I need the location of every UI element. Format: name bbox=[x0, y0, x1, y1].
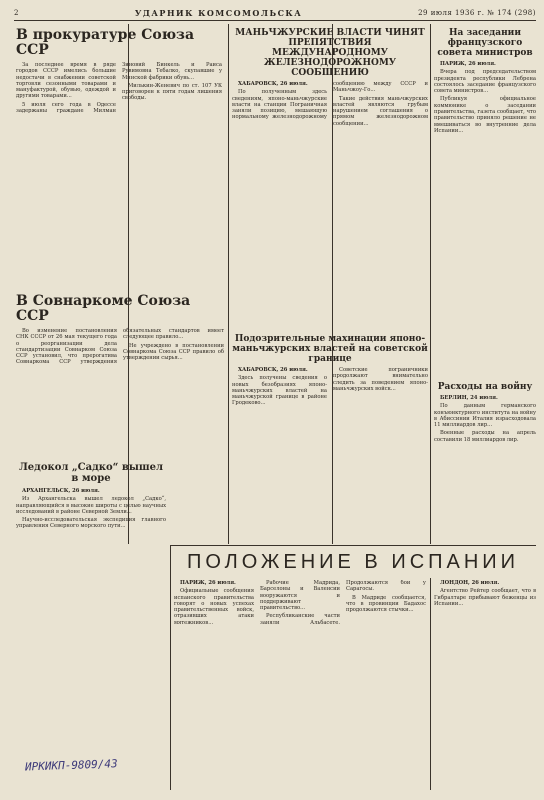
article-text bbox=[434, 61, 536, 67]
article-manchzhur bbox=[232, 26, 428, 326]
article-ledokol bbox=[16, 460, 166, 750]
article-text: Милькин-Женевич по ст. 107 УК приговорен к пяти годам лишения свободы. bbox=[122, 82, 222, 102]
column-rule bbox=[430, 578, 431, 790]
article-text: В Мадриде сообщается, что в провинции Бадахос продолжаются стычки... bbox=[346, 594, 426, 614]
section-rule bbox=[170, 545, 536, 546]
article-text bbox=[232, 81, 327, 87]
article-dateline: ЛОНДОН, 26 июля. bbox=[440, 580, 500, 586]
article-title: В Совнаркоме Союза ССР bbox=[16, 293, 191, 324]
paper-title: УДАРНИК КОМСОМОЛЬСКА bbox=[134, 8, 303, 18]
article-ispaniya bbox=[174, 580, 426, 790]
article-text: Научно-исследовательская экспедиция главного управления Северного морского пути... bbox=[16, 517, 166, 530]
article-text: 5 июля сего года в Одессе задержаны граждане Милман Зиновий Бинкель и Раиса Рувимовна Тебалко, скупавшие у Минской фабрики обувь... bbox=[16, 62, 222, 115]
article-text bbox=[232, 367, 327, 373]
article-sovnarkom bbox=[16, 292, 224, 442]
article-text: Во изменение постановления СНК СССР от 26 мая текущего года о реорганизации дела стандартизации Совнарком Союза ССР установил, что прерогатива Совнаркома ССР утверждения обязательных стандартов имеет следующее правило... bbox=[16, 328, 224, 366]
article-text: Публикуя официальное коммюнике о заседании правительства, газета сообщает, что правительство приняло решение не вмешиваться во внутренние дела Испании... bbox=[434, 96, 536, 134]
article-text: По данным германского конъюнктурного института на войну в Абиссинии Италия израсходовала 11 миллиардов лир... bbox=[434, 403, 536, 429]
article-prokuratura bbox=[16, 26, 222, 288]
article-title: Ледокол „Садко“ вышел в море bbox=[18, 462, 164, 484]
article-dateline: ПАРИЖ, 26 июля. bbox=[180, 580, 236, 586]
article-text: Агентство Рейтер сообщает, что в Гибралтаре прибывают беженцы из Испании... bbox=[434, 588, 536, 607]
article-dateline: ХАБАРОВСК, 26 июля. bbox=[238, 367, 308, 373]
article-text: Республиканские части заняли Альбасете. Продолжаются бои у Сарагосы. bbox=[260, 580, 426, 626]
article-dateline: БЕРЛИН, 24 июля. bbox=[440, 395, 498, 401]
article-podozr bbox=[232, 332, 428, 542]
article-text: Вчера под председательством президента республики Лебрена состоялось заседание французского совета министров... bbox=[434, 69, 536, 95]
article-dateline: ПАРИЖ, 26 июля. bbox=[440, 61, 496, 67]
archive-stamp: ИРКИКП-9809/43 bbox=[24, 757, 118, 774]
masthead bbox=[14, 6, 536, 21]
article-text bbox=[434, 580, 536, 586]
article-text: Такие действия маньчжурских властей являются грубым нарушением соглашения о прямом железнодорожном сообщении... bbox=[333, 95, 428, 127]
article-text bbox=[434, 395, 536, 401]
article-french bbox=[434, 26, 536, 376]
article-text: По полученным здесь сведениям, японо-маньчжурские власти на станции Пограничная заняли позицию, мешающую нормальному железнодорожному сообщению между СССР и Маньчжоу-Го... bbox=[232, 81, 428, 121]
article-text: Рабочие Мадрида, Барселоны и Валенсии вооружаются и поддерживают правительство... bbox=[260, 580, 340, 612]
article-text bbox=[16, 488, 166, 494]
article-text: Здесь получены сведения о новых безобразиях японо-маньчжурских властей на маньчжурской границе в районе Гродеково... bbox=[232, 375, 327, 407]
article-text bbox=[174, 580, 254, 586]
article-title: На заседании французского совета министров bbox=[437, 28, 533, 58]
column-rule bbox=[228, 24, 229, 544]
article-text: Советские пограничники продолжают внимательно следить за поведением японо-маньчжурских войск... bbox=[333, 367, 428, 392]
article-raskhody bbox=[434, 380, 536, 540]
article-title: Расходы на войну bbox=[437, 382, 533, 392]
article-title: МАНЬЧЖУРСКИЕ ВЛАСТИ ЧИНЯТ ПРЕПЯТСТВИЯ МЕЖДУНАРОДНОМУ ЖЕЛЕЗНОДОРОЖНОМУ СООБЩЕНИЮ bbox=[235, 28, 425, 78]
article-text: Не учреждено в постановлении Совнаркома Союза ССР правило об утверждении сырья... bbox=[123, 342, 224, 362]
article-dateline: ХАБАРОВСК, 26 июля. bbox=[238, 81, 308, 87]
article-text: За последнее время в ряде городов СССР имелись большие недостачи в снабжении советской торговли сезонными товарами и мануфактурой, обувью, одеждой и другими товарами... bbox=[16, 62, 116, 100]
page-number: 2 bbox=[14, 9, 19, 17]
article-title: В прокуратуре Союза ССР bbox=[16, 27, 195, 58]
issue-date: 29 июля 1936 г. № 174 (298) bbox=[418, 9, 536, 17]
article-text: Из Архангельска вышел ледокол „Садко“, направляющийся в высокие широты с целью научных исследований в районе Северной Земли... bbox=[16, 496, 166, 515]
article-text: Военные расходы на апрель составили 18 миллиардов лир. bbox=[434, 430, 536, 443]
article-title: Подозрительные махинации японо-маньчжурских властей на советской границе bbox=[232, 334, 428, 364]
column-rule bbox=[430, 24, 431, 544]
article-london bbox=[434, 580, 536, 790]
column-rule bbox=[170, 546, 171, 790]
section-banner: ПОЛОЖЕНИЕ В ИСПАНИИ bbox=[186, 550, 520, 573]
article-text: Официальные сообщения испанского правительства говорят о новых успехах правительственных войск, отразивших атаки мятежников... bbox=[174, 588, 254, 626]
article-dateline: АРХАНГЕЛЬСК, 26 июля. bbox=[22, 488, 100, 494]
